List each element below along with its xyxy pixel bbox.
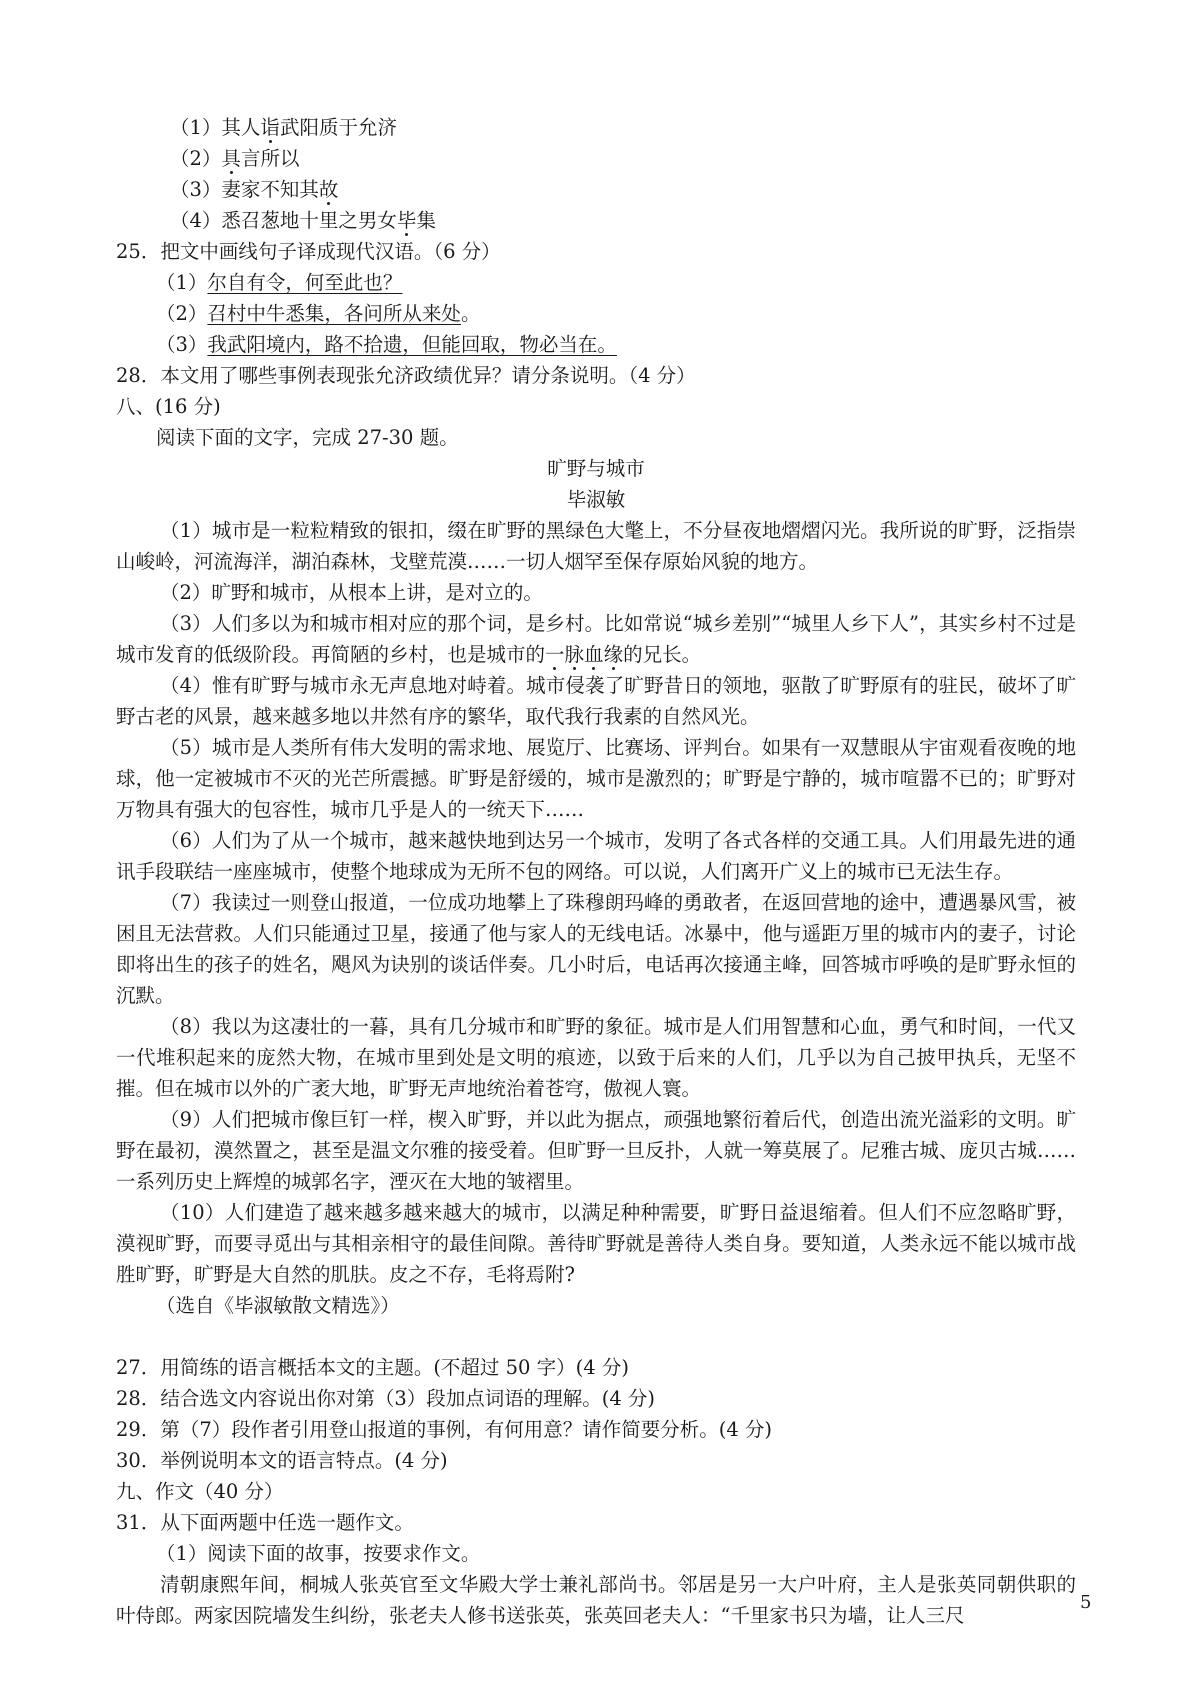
paragraph-8: （8）我以为这凄壮的一暮，具有几分城市和旷野的象征。城市是人们用智慧和心血，勇气和时间，一代又一代堆积起来的庞然大物，在城市里到处是文明的痕迹，以致于后来的人们，几乎以为自己披甲执兵，无坚不摧。但在城市以外的广袤大地，旷野无声地统治着苍穹，傲视人寰。	[116, 1015, 1076, 1100]
q25-item-2: （2）召村中牛悉集，各问所从来处。	[156, 302, 481, 325]
underlined-sentence: 我武阳境内，路不拾遗，但能回取，物必当在。	[207, 333, 617, 356]
paragraph-6: （6）人们为了从一个城市，越来越快地到达另一个城市，发明了各式各样的交通工具。人们用最先进的通讯手段联结一座座城市，使整个地球成为无所不包的网络。可以说，人们离开广义上的城市已无法生存。	[116, 829, 1076, 883]
paragraph-3: （3）人们多以为和城市相对应的那个词，是乡村。比如常说“城乡差别”“城里人乡下人”，其实乡村不过是城市发育的低级阶段。再简陋的乡村，也是城市的一脉血缘的兄长。	[116, 612, 1076, 666]
instruction: 阅读下面的文字，完成 27-30 题。	[156, 426, 459, 449]
dotted-char: 具	[221, 147, 241, 170]
question-29: 29．第（7）段作者引用登山报道的事例，有何用意？请作简要分析。(4 分)	[116, 1418, 773, 1441]
q25-title: 25．把文中画线句子译成现代汉语。（6 分）	[116, 240, 501, 263]
dotted-char: 诣	[260, 116, 280, 139]
q24-item-2: （2）具言所以	[170, 147, 300, 170]
essay-source: （选自《毕淑敏散文精选》）	[156, 1294, 400, 1317]
q25-item-1: （1）尔自有令，何至此也？	[156, 271, 403, 294]
q24-item-3: （3）妻家不知其故	[170, 178, 339, 201]
paragraph-9: （9）人们把城市像巨钉一样，楔入旷野，并以此为据点，顽强地繁衍着后代，创造出流光溢彩的文明。旷野在最初，漠然置之，甚至是温文尔雅的接受着。但旷野一旦反扑，人就一筹莫展了。尼雅古城、庞贝古城……一系列历史上辉煌的城郭名字，湮灭在大地的皱褶里。	[116, 1108, 1076, 1193]
paragraph-5: （5）城市是人类所有伟大发明的需求地、展览厅、比赛场、评判台。如果有一双慧眼从宇宙观看夜晚的地球，他一定被城市不灭的光芒所震撼。旷野是舒缓的，城市是激烈的；旷野是宁静的，城市喧嚣不已的；旷野对万物具有强大的包容性，城市几乎是人的一统天下……	[116, 736, 1076, 821]
section-heading-composition: 九、作文（40 分）	[116, 1480, 284, 1503]
dotted-char: 血	[584, 643, 604, 666]
essay-title: 旷野与城市	[547, 457, 645, 480]
paragraph-4: （4）惟有旷野与城市永无声息地对峙着。城市侵袭了旷野昔日的领地，驱散了旷野原有的驻民，破坏了旷野古老的风景，越来越多地以井然有序的繁华，取代我行我素的自然风光。	[116, 674, 1076, 728]
paragraph-2: （2）旷野和城市，从根本上讲，是对立的。	[160, 581, 543, 604]
story-paragraph: 清朝康熙年间，桐城人张英官至文华殿大学士兼礼部尚书。邻居是另一大户叶府，主人是张英同朝供职的叶侍郎。两家因院墙发生纠纷，张老夫人修书送张英，张英回老夫人：“千里家书只为墙，让人三尺	[116, 1573, 1076, 1627]
question-30: 30．举例说明本文的语言特点。(4 分)	[116, 1449, 448, 1472]
paragraph-1: （1）城市是一粒粒精致的银扣，缀在旷野的黑绿色大氅上，不分昼夜地熠熠闪光。我所说的旷野，泛指崇山峻岭，河流海洋，湖泊森林，戈壁荒漠……一切人烟罕至保存原始风貌的地方。	[116, 519, 1076, 573]
blank-line	[116, 1321, 1076, 1352]
underlined-sentence: 召村中牛悉集，各问所从来处	[207, 302, 461, 325]
question-28: 28．结合选文内容说出你对第（3）段加点词语的理解。(4 分)	[116, 1387, 656, 1410]
dotted-char: 缘	[603, 643, 624, 666]
q28-question: 28．本文用了哪些事例表现张允济政绩优异？请分条说明。（4 分）	[116, 364, 696, 387]
dotted-char: 毕	[396, 209, 417, 232]
q25-item-3: （3）我武阳境内，路不拾遗，但能回取，物必当在。	[156, 333, 617, 356]
question-31: 31．从下面两题中任选一题作文。	[116, 1511, 414, 1534]
essay-author: 毕淑敏	[566, 488, 626, 511]
q24-item-1: （1）其人诣武阳质于允济	[170, 116, 397, 139]
dotted-char: 脉	[564, 643, 585, 666]
page-content	[116, 112, 1076, 1631]
page-number: 5	[1080, 1592, 1092, 1613]
q24-item-4: （4）悉召葱地十里之男女毕集	[170, 209, 436, 232]
dotted-char: 一	[545, 643, 565, 666]
question-27: 27．用简练的语言概括本文的主题。(不超过 50 字）(4 分)	[116, 1356, 629, 1379]
underlined-sentence: 尔自有令，何至此也？	[207, 271, 403, 294]
paragraph-10: （10）人们建造了越来越多越来越大的城市，以满足种种需要，旷野日益退缩着。但人们不应忽略旷野，漠视旷野，而要寻觅出与其相亲相守的最佳间隙。善待旷野就是善待人类自身。要知道，人类永远不能以城市战胜旷野，旷野是大自然的肌肤。皮之不存，毛将焉附?	[116, 1201, 1076, 1286]
dotted-char: 故	[318, 178, 339, 201]
section-heading: 八、(16 分)	[116, 395, 221, 418]
question-31-option-1: （1）阅读下面的故事，按要求作文。	[156, 1542, 481, 1565]
paragraph-7: （7）我读过一则登山报道，一位成功地攀上了珠穆朗玛峰的勇敢者，在返回营地的途中，遭遇暴风雪，被困且无法营救。人们只能通过卫星，接通了他与家人的无线电话。冰暴中，他与遥距万里的城市内的妻子，讨论即将出生的孩子的姓名，飓风为诀别的谈话伴奏。几小时后，电话再次接通主峰，回答城市呼唤的是旷野永恒的沉默。	[116, 891, 1076, 1007]
